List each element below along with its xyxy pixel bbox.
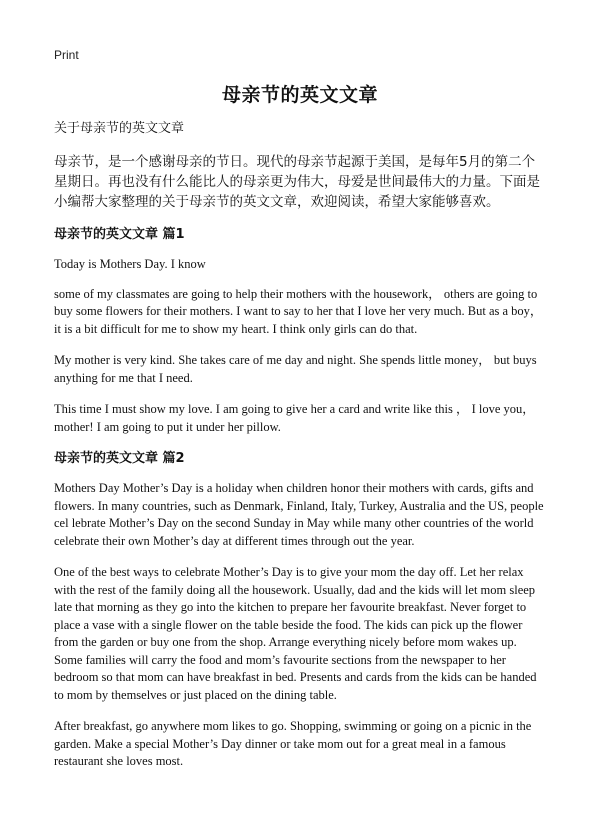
paragraph: My mother is very kind. She takes care of me day and night. She spends little money， but buys anything for me that I need. [54,353,537,385]
paragraph: Today is Mothers Day. I know [54,257,206,271]
article-intro: 母亲节，是一个感谢母亲的节日。现代的母亲节起源于美国，是每年5月的第二个星期日。再也没有什么能比人的母亲更为伟大，母爱是世间最伟大的力量。下面是小编帮大家整理的关于母亲节的英文文章，欢迎阅读，希望大家能够喜欢。 [54,154,540,210]
article-body [54,120,548,785]
paragraph: One of the best ways to celebrate Mother’s Day is to give your mom the day off. Let her relax with the rest of the family doing all the housework. Usually, dad and the kids will let mom sleep late that morning as they go into the kitchen to prepare her favourite breakfast. Never forget to place a vase with a single flower on the table beside the food. The kids can pick up the flower from the garden or buy one from the shop. Arrange everything nicely before mom wakes up. Some families will carry the food and mom’s favourite sections from the newspaper to her bedroom so that mom can have breakfast in bed. Presents and cards from the kids can be handed to mom by themselves or just placed on the dining table. [54,565,537,702]
paragraph: After breakfast, go anywhere mom likes to go. Shopping, swimming or going on a picnic in the garden. Make a special Mother’s Day dinner or take mom out for a great meal in a famous restaurant she loves most. [54,719,532,768]
section-heading: 母亲节的英文文章 篇2 [54,451,185,466]
section-1 [54,226,548,436]
section-heading: 母亲节的英文文章 篇1 [54,227,185,242]
page-title: 母亲节的英文文章 [221,84,378,106]
paragraph: some of my classmates are going to help their mothers with the housework， others are going to buy some flowers for their mothers. I want to say to her that I love her very much. But as a boy， it is a bit difficult for me to show my heart. I think only girls can do that. [54,286,543,336]
article-subtitle: 关于母亲节的英文文章 [54,121,185,136]
section-2 [54,450,548,771]
paragraph: This time I must show my love. I am going to give her a card and write like this ， I love you， mother! I am going to put it under her pillow. [54,402,535,434]
paragraph: Mothers Day Mother’s Day is a holiday when children honor their mothers with cards, gifts and flowers. In many countries, such as Denmark, Finland, Italy, Turkey, Australia and the US, people cel lebrate Mother’s Day on the second Sunday in May while many other countries of the world celebrate their own Mother’s day at different times through out the year. [54,481,544,548]
print-link[interactable]: Print [54,48,79,62]
